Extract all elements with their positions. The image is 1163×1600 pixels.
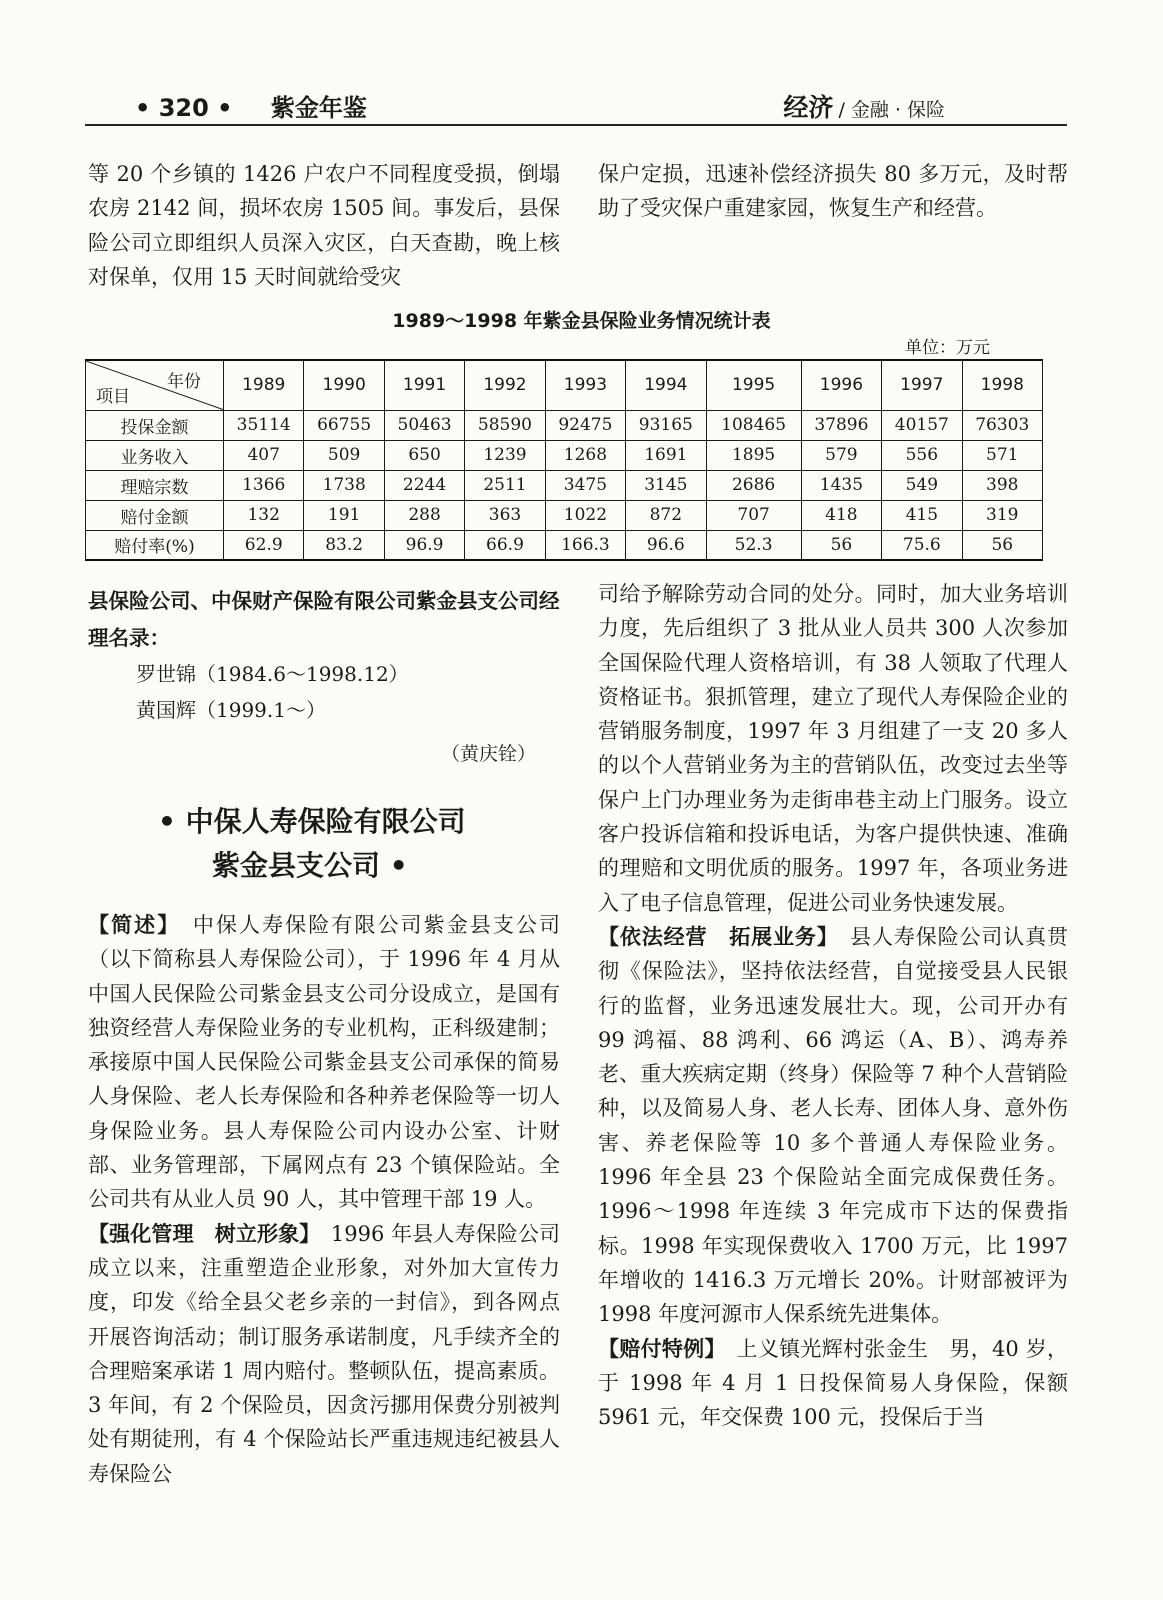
table-cell: 35114 (224, 410, 304, 440)
row-label: 赔付率(%) (86, 530, 224, 560)
paragraph-text: 县人寿保险公司认真贯彻《保险法》，坚持依法经营，自觉接受县人民银行的监督，业务迅速发展壮大。现，公司开办有 99 鸿福、88 鸿利、66 鸿运（A、B）、鸿寿养老、重大疾病定期（终身）保险等 7 种个人营销险种，以及简易人身、老人长寿、团体人身、意外伤害、养老保险等 10 多个普通人寿保险业务。1996 年全县 23 个保险站全面完成保费任务。1996～1998 年连续 3 年完成市下达的保费指标。1998 年实现保费收入 1700 万元，比 1997 年增收的 1416.3 万元增长 20%。计财部被评为 1998 年度河源市人保系统先进集体。 (598, 924, 1069, 1327)
table-cell: 93165 (626, 410, 706, 440)
section-heading (88, 800, 560, 888)
table-cell: 56 (801, 530, 881, 560)
table-cell: 1435 (801, 470, 881, 500)
section-title-line1: • 中保人寿保险有限公司 (158, 805, 466, 838)
year-header-cell: 1993 (545, 360, 625, 410)
header-rule (85, 124, 1067, 126)
table-cell: 319 (962, 500, 1042, 530)
table-cell: 363 (465, 500, 545, 530)
table-cell: 83.2 (304, 530, 384, 560)
table-unit: 单位：万元 (905, 338, 990, 358)
row-label: 投保金额 (86, 410, 224, 440)
statistics-table (85, 359, 1043, 561)
page-number: • 320 • (135, 94, 233, 122)
table-cell: 166.3 (545, 530, 625, 560)
row-label: 理赔宗数 (86, 470, 224, 500)
table-cell: 3145 (626, 470, 706, 500)
section-title-line2: 紫金县支公司 • (212, 849, 408, 882)
managers-heading: 县保险公司、中保财产保险有限公司紫金县支公司经理名录： (88, 589, 560, 650)
table-cell: 3475 (545, 470, 625, 500)
corner-year-label: 年份 (167, 372, 201, 392)
header-right (783, 88, 945, 124)
top-right-column (598, 157, 1068, 226)
table-cell: 132 (224, 500, 304, 530)
table-cell: 1738 (304, 470, 384, 500)
section-name: 经济 (783, 93, 834, 122)
table-cell: 1366 (224, 470, 304, 500)
table-cell: 191 (304, 500, 384, 530)
manager-entry: 罗世锦（1984.6～1998.12） (136, 662, 409, 686)
row-label: 赔付金额 (86, 500, 224, 530)
table-cell: 62.9 (224, 530, 304, 560)
row-label: 业务收入 (86, 440, 224, 470)
table-row (86, 500, 1043, 530)
body-paragraph-claim-case (598, 1332, 1068, 1435)
table-cell: 556 (882, 440, 962, 470)
table-cell: 2244 (384, 470, 464, 500)
body-paragraph-business (598, 920, 1068, 1332)
table-cell: 56 (962, 530, 1042, 560)
table-cell: 707 (706, 500, 801, 530)
year-header-cell: 1996 (801, 360, 881, 410)
top-right-paragraph: 保户定损，迅速补偿经济损失 80 多万元，及时帮助了受灾保户重建家园，恢复生产和经营。 (598, 162, 1068, 221)
year-header-cell: 1990 (304, 360, 384, 410)
table-cell: 37896 (801, 410, 881, 440)
body-paragraph-continued (598, 577, 1068, 920)
year-header-cell: 1995 (706, 360, 801, 410)
table-cell: 398 (962, 470, 1042, 500)
paragraph-text: 中保人寿保险有限公司紫金县支公司（以下简称县人寿保险公司），于 1996 年 4 月从中国人民保险公司紫金县支公司分设成立，是国有独资经营人寿保险业务的专业机构，正科级建制；承接原中国人民保险公司紫金县支公司承保的简易人身保险、老人长寿保险和各种养老保险等一切人身保险业务。县人寿保险公司内设办公室、计财部、业务管理部，下属网点有 23 个镇保险站。全公司共有从业人员 90 人，其中管理干部 19 人。 (88, 913, 561, 1212)
year-header-cell: 1991 (384, 360, 464, 410)
table-cell: 66755 (304, 410, 384, 440)
paragraph-keyword: 【依法经营 拓展业务】 (598, 924, 829, 949)
table-cell: 872 (626, 500, 706, 530)
table-cell: 58590 (465, 410, 545, 440)
table-cell: 66.9 (465, 530, 545, 560)
table-cell: 96.9 (384, 530, 464, 560)
table-cell: 1239 (465, 440, 545, 470)
table-cell: 1691 (626, 440, 706, 470)
table-body (86, 410, 1043, 560)
table-row (86, 470, 1043, 500)
table-cell: 108465 (706, 410, 801, 440)
table-title: 1989～1998 年紫金县保险业务情况统计表 (392, 310, 771, 332)
table-cell: 40157 (882, 410, 962, 440)
body-paragraph-management (88, 1217, 560, 1491)
manager-entry: 黄国辉（1999.1～） (136, 698, 326, 722)
table-cell: 288 (384, 500, 464, 530)
left-column (88, 583, 560, 1491)
paragraph-text: 上义镇光辉村张金生 男，40 岁，于 1998 年 4 月 1 日投保简易人身保险，保额 5961 元，年交保费 100 元，投保后于当 (598, 1336, 1068, 1430)
table-cell: 418 (801, 500, 881, 530)
paragraph-text: 司给予解除劳动合同的处分。同时，加大业务培训力度，先后组织了 3 批从业人员共 300 人次参加全国保险代理人资格培训，有 38 人领取了代理人资格证书。狠抓管理，建立了现代人寿保险企业的营销服务制度，1997 年 3 月组建了一支 20 多人的以个人营销业务为主的营销队伍，改变过去坐等保户上门办理业务为走街串巷主动上门服务。设立客户投诉信箱和投诉电话，为客户提供快速、准确的理赔和文明优质的服务。1997 年，各项业务进入了电子信息管理，促进公司业务快速发展。 (598, 582, 1068, 915)
top-left-column (88, 157, 560, 294)
table-cell: 571 (962, 440, 1042, 470)
author-credit: （黄庆铨） (440, 743, 536, 765)
paragraph-keyword: 【赔付特例】 (598, 1336, 716, 1361)
table-cell: 650 (384, 440, 464, 470)
table-row (86, 410, 1043, 440)
year-header-cell: 1989 (224, 360, 304, 410)
running-header (135, 88, 1065, 124)
table-cell: 549 (882, 470, 962, 500)
table-cell: 50463 (384, 410, 464, 440)
table-cell: 2686 (706, 470, 801, 500)
paragraph-keyword: 【简述】 (88, 913, 170, 937)
table-cell: 52.3 (706, 530, 801, 560)
table-header-row (86, 360, 1043, 410)
header-left (135, 88, 367, 123)
top-left-paragraph: 等 20 个乡镇的 1426 户农户不同程度受损，倒塌农房 2142 间，损坏农房 1505 间。事发后，县保险公司立即组织人员深入灾区，白天查勘，晚上核对保单，仅用 15 天时间就给受灾 (88, 162, 560, 289)
left-body (88, 908, 560, 1491)
table-cell: 579 (801, 440, 881, 470)
table-cell: 2511 (465, 470, 545, 500)
year-header-cell: 1997 (882, 360, 962, 410)
table-cell: 75.6 (882, 530, 962, 560)
table-cell: 415 (882, 500, 962, 530)
managers-list (88, 656, 560, 728)
corner-item-label: 项目 (96, 386, 130, 407)
table-cell: 76303 (962, 410, 1042, 440)
table-cell: 1895 (706, 440, 801, 470)
year-header-cell: 1992 (465, 360, 545, 410)
paragraph-keyword: 【强化管理 树立形象】 (88, 1221, 310, 1246)
paragraph-text: 1996 年县人寿保险公司成立以来，注重塑造企业形象，对外加大宣传力度，印发《给全县父老乡亲的一封信》，到各网点开展咨询活动；制订服务承诺制度，凡手续齐全的合理赔案承诺 1 周内赔付。整顿队伍，提高素质。3 年间，有 2 个保险员，因贪污挪用保费分别被判处有期徒刑，有 4 个保险站长严重违规违纪被县人寿保险公 (88, 1221, 560, 1486)
table-cell: 407 (224, 440, 304, 470)
year-header-cell: 1994 (626, 360, 706, 410)
table-row (86, 440, 1043, 470)
table-cell: 509 (304, 440, 384, 470)
table-cell: 1022 (545, 500, 625, 530)
table-row (86, 530, 1043, 560)
table-cell: 96.6 (626, 530, 706, 560)
year-header-cell: 1998 (962, 360, 1042, 410)
table-corner-cell (86, 360, 224, 410)
right-column (598, 577, 1068, 1434)
book-title: 紫金年鉴 (270, 94, 367, 122)
body-paragraph-overview (88, 908, 560, 1217)
subsection-name: / 金融 · 保险 (838, 99, 945, 121)
table-cell: 1268 (545, 440, 625, 470)
table-cell: 92475 (545, 410, 625, 440)
